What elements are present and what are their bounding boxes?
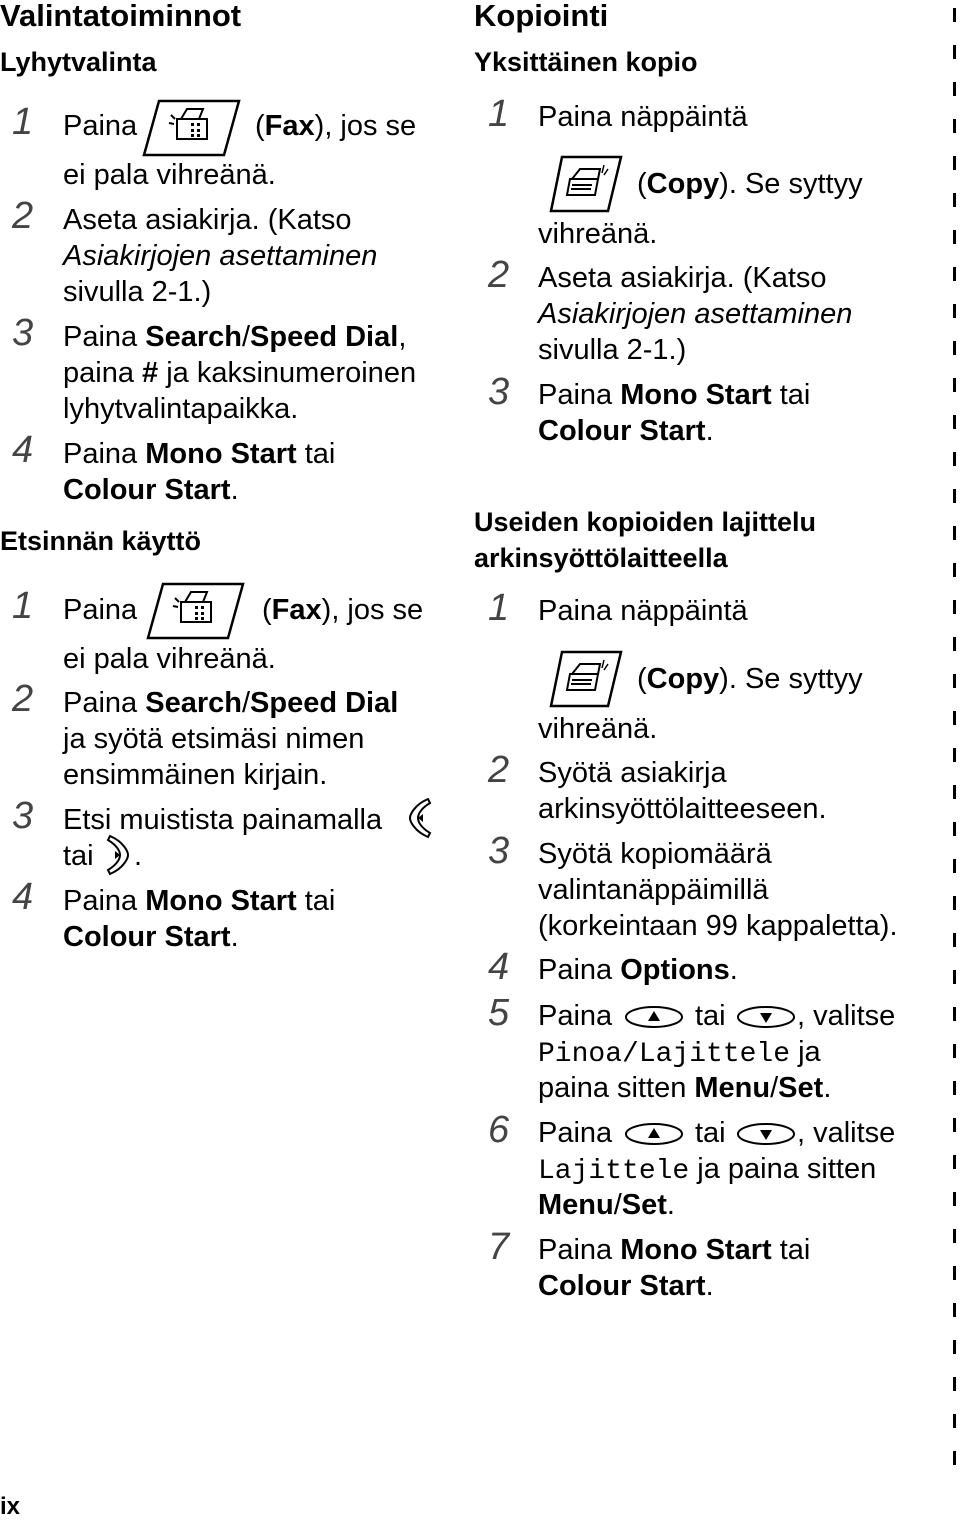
- step-number: 2: [12, 195, 34, 237]
- step-text: Paina: [63, 110, 138, 142]
- step-text: Paina: [63, 594, 138, 626]
- step-text: ensimmäinen kirjain.: [63, 759, 328, 791]
- margin-tick: [953, 230, 956, 244]
- step-text: Paina Mono Start tai: [63, 438, 336, 470]
- margin-tick: [953, 859, 956, 873]
- step-text: lyhytvalintapaikka.: [63, 393, 299, 425]
- step-number: 4: [12, 876, 34, 918]
- step-text: paina # ja kaksinumeroinen: [63, 357, 417, 389]
- margin-tick: [953, 1155, 956, 1169]
- margin-tick: [953, 1081, 956, 1095]
- right-arrow-key-icon: [106, 834, 132, 876]
- margin-tick: [953, 674, 956, 688]
- margin-tick: [953, 156, 956, 170]
- step-text: paina sitten Menu/Set.: [538, 1072, 832, 1104]
- step-text: valintanäppäimillä: [538, 874, 769, 906]
- heading-single-copy: Yksittäinen kopio: [474, 47, 698, 77]
- section-title-dialing: Valintatoiminnot: [0, 0, 242, 33]
- margin-tick: [953, 1451, 956, 1465]
- step-text: Syötä asiakirja: [538, 757, 727, 789]
- left-arrow-key-icon: [406, 797, 432, 839]
- margin-tick: [953, 711, 956, 725]
- step-text: Menu/Set.: [538, 1189, 675, 1221]
- margin-tick: [953, 119, 956, 133]
- margin-tick: [953, 489, 956, 503]
- margin-tick: [953, 45, 956, 59]
- step-number: 1: [12, 101, 34, 143]
- margin-tick: [953, 896, 956, 910]
- step-text: , valitse: [797, 1000, 896, 1032]
- heading-search: Etsinnän käyttö: [0, 526, 202, 556]
- step-number: 7: [488, 1226, 510, 1268]
- margin-tick: [953, 1377, 956, 1391]
- page-number: ix: [0, 1493, 21, 1520]
- step-text: Paina: [538, 1117, 613, 1149]
- step-text: ja syötä etsimäsi nimen: [63, 723, 365, 755]
- margin-tick: [953, 748, 956, 762]
- step-text: sivulla 2-1.): [63, 276, 212, 308]
- step-text: vihreänä.: [538, 713, 658, 745]
- heading-sort-copies: Useiden kopioiden lajittelu: [474, 507, 817, 537]
- step-text: Paina Mono Start tai: [538, 379, 811, 411]
- margin-tick: [953, 637, 956, 651]
- step-text: Lajittele ja paina sitten: [538, 1153, 877, 1187]
- margin-tick: [953, 378, 956, 392]
- step-text: Pinoa/Lajittele ja: [538, 1036, 821, 1070]
- down-arrow-key-icon: [736, 1121, 796, 1147]
- step-text: Paina näppäintä: [538, 595, 748, 627]
- step-text: (korkeintaan 99 kappaletta).: [538, 910, 898, 942]
- margin-tick: [953, 526, 956, 540]
- step-number: 6: [488, 1109, 510, 1151]
- margin-tick: [953, 970, 956, 984]
- margin-tick: [953, 267, 956, 281]
- step-number: 3: [488, 830, 510, 872]
- margin-tick: [953, 8, 956, 22]
- margin-tick: [953, 1044, 956, 1058]
- step-text: Paina Search/Speed Dial: [63, 687, 399, 719]
- copy-key-icon: [548, 155, 624, 213]
- step-number: 3: [12, 795, 34, 837]
- step-number: 1: [488, 93, 510, 135]
- down-arrow-key-icon: [736, 1004, 796, 1030]
- step-text: Colour Start.: [63, 474, 239, 506]
- menu-option-value: Pinoa/Lajittele: [538, 1039, 791, 1070]
- step-text: Asiakirjojen asettaminen: [63, 240, 378, 272]
- step-number: 4: [488, 946, 510, 988]
- step-text: Paina: [538, 1000, 613, 1032]
- step-text: Colour Start.: [538, 1270, 714, 1302]
- margin-tick: [953, 933, 956, 947]
- step-text: Aseta asiakirja. (Katso: [538, 262, 827, 294]
- margin-tick: [953, 1118, 956, 1132]
- margin-tick: [953, 193, 956, 207]
- step-text: (Fax), jos se: [262, 594, 424, 626]
- fax-key-icon: [141, 99, 242, 157]
- step-text: arkinsyöttölaitteeseen.: [538, 793, 827, 825]
- step-text: , valitse: [797, 1117, 896, 1149]
- fax-key-icon: [145, 582, 246, 640]
- step-number: 3: [488, 371, 510, 413]
- step-text: ei pala vihreänä.: [63, 643, 276, 675]
- margin-tick: [953, 600, 956, 614]
- step-text: .: [134, 840, 143, 872]
- margin-tick: [953, 1266, 956, 1280]
- step-text: vihreänä.: [538, 218, 658, 250]
- step-text: tai: [63, 840, 94, 872]
- step-text: Colour Start.: [538, 415, 714, 447]
- heading-speed-dial: Lyhytvalinta: [0, 47, 157, 77]
- step-text: Paina Options.: [538, 954, 738, 986]
- copy-key-icon: [548, 650, 624, 708]
- heading-sort-copies-line2: arkinsyöttölaitteella: [474, 543, 728, 573]
- margin-tick: [953, 1007, 956, 1021]
- step-text: Asiakirjojen asettaminen: [538, 298, 853, 330]
- margin-tick: [953, 1303, 956, 1317]
- margin-tick: [953, 452, 956, 466]
- step-number: 2: [488, 749, 510, 791]
- margin-tick: [953, 82, 956, 96]
- margin-tick: [953, 1229, 956, 1243]
- step-number: 5: [488, 992, 510, 1034]
- step-number: 1: [12, 585, 34, 627]
- step-text: Paina Mono Start tai: [538, 1234, 811, 1266]
- up-arrow-key-icon: [624, 1004, 684, 1030]
- margin-tick: [953, 563, 956, 577]
- step-number: 4: [12, 429, 34, 471]
- margin-tick: [953, 304, 956, 318]
- step-number: 2: [12, 678, 34, 720]
- menu-option-value: Lajittele: [538, 1156, 690, 1187]
- step-text: (Fax), jos se: [255, 110, 417, 142]
- margin-tick: [953, 785, 956, 799]
- up-arrow-key-icon: [624, 1121, 684, 1147]
- step-text: Etsi muistista painamalla: [63, 804, 383, 836]
- margin-tick: [953, 1192, 956, 1206]
- margin-tick: [953, 415, 956, 429]
- margin-tick: [953, 341, 956, 355]
- margin-tick: [953, 1414, 956, 1428]
- step-text: sivulla 2-1.): [538, 334, 687, 366]
- step-text: ei pala vihreänä.: [63, 159, 276, 191]
- margin-tick: [953, 822, 956, 836]
- step-number: 3: [12, 312, 34, 354]
- margin-tick: [953, 1340, 956, 1354]
- step-number: 2: [488, 254, 510, 296]
- step-text: Syötä kopiomäärä: [538, 838, 772, 870]
- step-text: Paina Search/Speed Dial,: [63, 321, 407, 353]
- step-text: (Copy). Se syttyy: [637, 663, 863, 695]
- step-number: 1: [488, 587, 510, 629]
- step-text: Aseta asiakirja. (Katso: [63, 204, 352, 236]
- step-text: Colour Start.: [63, 921, 239, 953]
- step-text: Paina näppäintä: [538, 101, 748, 133]
- step-text: tai: [695, 1000, 726, 1032]
- section-title-copying: Kopiointi: [474, 0, 609, 33]
- step-text: Paina Mono Start tai: [63, 885, 336, 917]
- step-text: tai: [695, 1117, 726, 1149]
- step-text: (Copy). Se syttyy: [637, 168, 863, 200]
